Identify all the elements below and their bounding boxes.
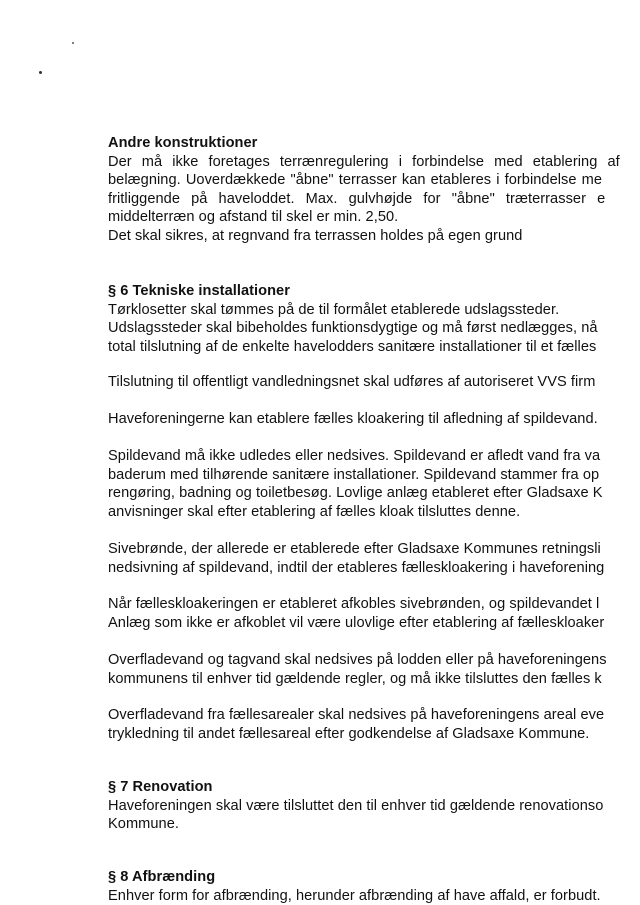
text-line: Tørklosetter skal tømmes på de til formålet etablerede udslagssteder.	[108, 301, 560, 318]
text-line: anvisninger skal efter etablering af fælles kloak tilsluttes denne.	[108, 503, 521, 520]
text-line: Haveforeningerne kan etablere fælles kloakering til afledning af spildevand.	[108, 411, 598, 427]
text-line: trykledning til andet fællesareal efter godkendelse af Gladsaxe Kommune.	[108, 725, 590, 742]
text-line: Overfladevand fra fællesarealer skal nedsives på haveforeningens areal eve	[108, 707, 605, 723]
text-line: baderum med tilhørende sanitære installationer. Spildevand stammer fra op	[108, 466, 600, 483]
text-line: Det skal sikres, at regnvand fra terrassen holdes på egen grund	[108, 227, 523, 244]
text-line: Sivebrønde, der allerede er etablerede efter Gladsaxe Kommunes retningsli	[108, 541, 601, 557]
scan-speck	[39, 71, 42, 74]
scan-speck	[72, 42, 74, 44]
text-line: Enhver form for afbrænding, herunder afbrænding af have affald, er forbudt.	[108, 887, 601, 904]
paragraph	[108, 540, 604, 577]
paragraph	[108, 410, 598, 429]
text-line: Spildevand må ikke udledes eller nedsives. Spildevand er afledt vand fra va	[108, 448, 601, 464]
text-line: Overfladevand og tagvand skal nedsives på lodden eller på haveforeningens	[108, 652, 607, 668]
text-line: kommunens til enhver tid gældende regler, og må ikke tilsluttes den fælles k	[108, 670, 602, 687]
section-6-tekniske-installationer	[108, 282, 598, 356]
text-line: rengøring, badning og toiletbesøg. Lovlige anlæg etableret efter Gladsaxe K	[108, 485, 603, 502]
text-line: Haveforeningen skal være tilsluttet den til enhver tid gældende renovationso	[108, 797, 604, 814]
text-line: Når fælleskloakeringen er etableret afkobles sivebrønden, og spildevandet l	[108, 596, 600, 612]
section-8-afbraending	[108, 868, 601, 905]
paragraph	[108, 595, 604, 632]
text-line: belægning. Uoverdækkede "åbne" terrasser kan etableres i forbindelse me	[108, 172, 603, 189]
text-line: fritliggende på haveloddet. Max. gulvhøjde for "åbne" træterrasser e	[108, 190, 606, 207]
paragraph	[108, 706, 604, 743]
text-line: Der må ikke foretages terrænregulering i forbindelse med etablering af	[108, 153, 620, 170]
text-line: Anlæg som ikke er afkoblet vil være ulovlige efter etablering af fælleskloaker	[108, 614, 605, 631]
paragraph	[108, 373, 595, 392]
text-line: Udslagssteder skal bibeholdes funktionsdygtige og må først nedlægges, nå	[108, 320, 598, 337]
section-7-renovation	[108, 778, 603, 834]
section-heading: § 8 Afbrænding	[108, 869, 216, 885]
text-line: Kommune.	[108, 816, 179, 833]
paragraph	[108, 447, 603, 521]
section-heading: Andre konstruktioner	[108, 135, 258, 151]
paragraph	[108, 651, 607, 688]
text-line: total tilslutning af de enkelte havelodders sanitære installationer til et fælles	[108, 338, 597, 355]
section-heading: § 7 Renovation	[108, 779, 213, 795]
text-line: Tilslutning til offentligt vandledningsnet skal udføres af autoriseret VVS firm	[108, 374, 596, 390]
section-heading: § 6 Tekniske installationer	[108, 283, 290, 299]
text-line: middelterræn og afstand til skel er min. 2,50.	[108, 209, 399, 226]
section-andre-konstruktioner	[108, 134, 620, 246]
text-line: nedsivning af spildevand, indtil der etableres fælleskloakering i haveforening	[108, 559, 605, 576]
